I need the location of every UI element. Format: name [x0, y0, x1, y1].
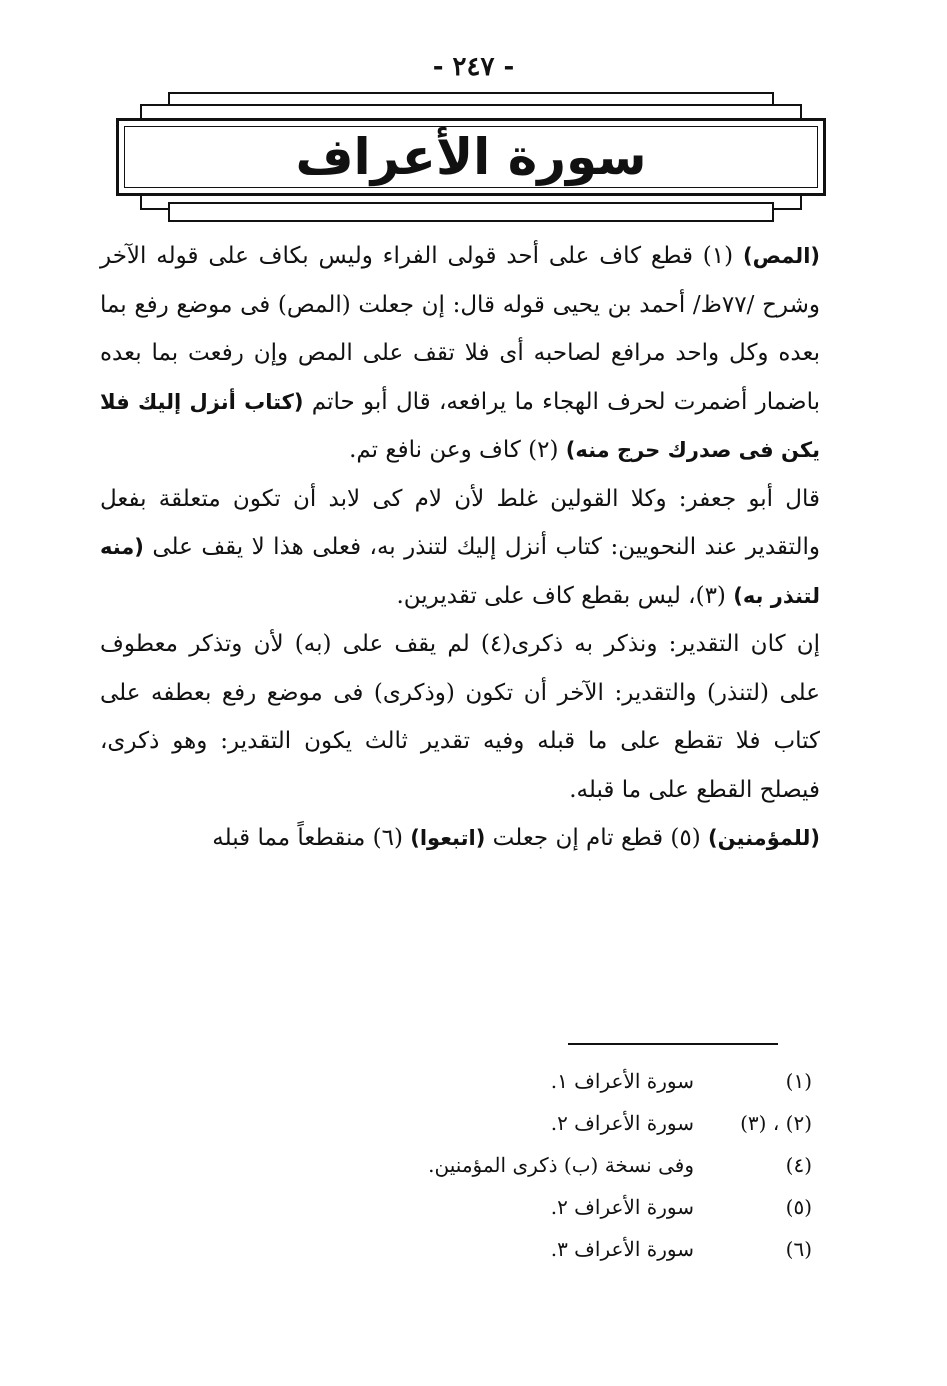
footnote-text: سورة الأعراف ٢. — [550, 1195, 694, 1219]
paragraph-text: إن كان التقدير: ونذكر به ذكرى(٤) لم يقف على (به) لأن وتذكر معطوف على (لتنذر) والتقدير: الآخر أن تكون (وذكرى) فى موضع رفع بعطفه على كتاب فلا تقطع على ما قبله وفيه تقدير ثالث يكون التقدير: وهو ذكرى، فيصلح القطع على ما قبله. — [100, 631, 820, 803]
quran-quote: (للمؤمنين) — [708, 826, 820, 850]
quran-quote: (اتبعوا) — [410, 826, 486, 850]
footnote — [100, 1228, 820, 1270]
page-title: سورة الأعراف — [295, 128, 647, 186]
footnote-text: سورة الأعراف ١. — [550, 1069, 694, 1093]
footnote-mark: (٤) — [785, 1153, 812, 1177]
footnote — [100, 1144, 820, 1186]
title-box — [116, 118, 826, 196]
paragraph-text: (٢) كاف وعن نافع تم. — [349, 437, 559, 463]
footnote — [100, 1102, 820, 1144]
quran-quote: (المص) — [742, 244, 820, 268]
footnote — [100, 1186, 820, 1228]
body-text — [100, 232, 820, 863]
paragraph — [100, 620, 820, 814]
footnote-mark: (٥) — [785, 1195, 812, 1219]
footnote-divider — [568, 1043, 778, 1045]
footnote-text: سورة الأعراف ٢. — [550, 1111, 694, 1135]
title-frame — [110, 92, 832, 222]
paragraph — [100, 232, 820, 475]
paragraph-text: (٥) قطع تام إن جعلت — [485, 825, 701, 851]
footnote — [100, 1060, 820, 1102]
footnote-text: سورة الأعراف ٣. — [550, 1237, 694, 1261]
paragraph — [100, 475, 820, 621]
page-number: - ٢٤٧ - — [432, 52, 515, 82]
paragraph-text: (١) قطع كاف على أحد قولى الفراء وليس بكاف على قوله الآخر وشرح /٧٧ظ/ أحمد بن يحيى قوله قال: إن جعلت (المص) فى موضع رفع بما بعده وكل واحد مرافع لصاحبه أى فلا تقف على المص وإن رفعت بما بعده باضمار أضمرت لحرف الهجاء ما يرافعه، قال أبو حاتم — [100, 243, 820, 415]
paragraph-text: (٦) منقطعاً مما قبله — [212, 825, 403, 851]
paragraph-text: قال أبو جعفر: وكلا القولين غلط لأن لام كى لابد أن تكون متعلقة بفعل والتقدير عند النحويين: كتاب أنزل إليك لتنذر به، فعلى هذا لا يقف على — [100, 485, 820, 560]
footnote-mark: (٦) — [785, 1237, 812, 1261]
footnotes — [100, 1060, 820, 1270]
footnote-mark: (١) — [785, 1069, 812, 1093]
paragraph-text: (٣)، ليس بقطع كاف على تقديرين. — [396, 582, 726, 609]
paragraph — [100, 814, 820, 863]
quran-quote: (كتاب أنزل إليك فلا يكن فى صدرك حرج منه) — [100, 389, 820, 462]
footnote-text: وفى نسخة (ب) ذكرى المؤمنين. — [428, 1153, 694, 1177]
frame-bar — [168, 202, 774, 222]
footnote-mark: (٢) ، (٣) — [740, 1111, 812, 1135]
quran-quote: (منه لتنذر به) — [100, 535, 820, 608]
